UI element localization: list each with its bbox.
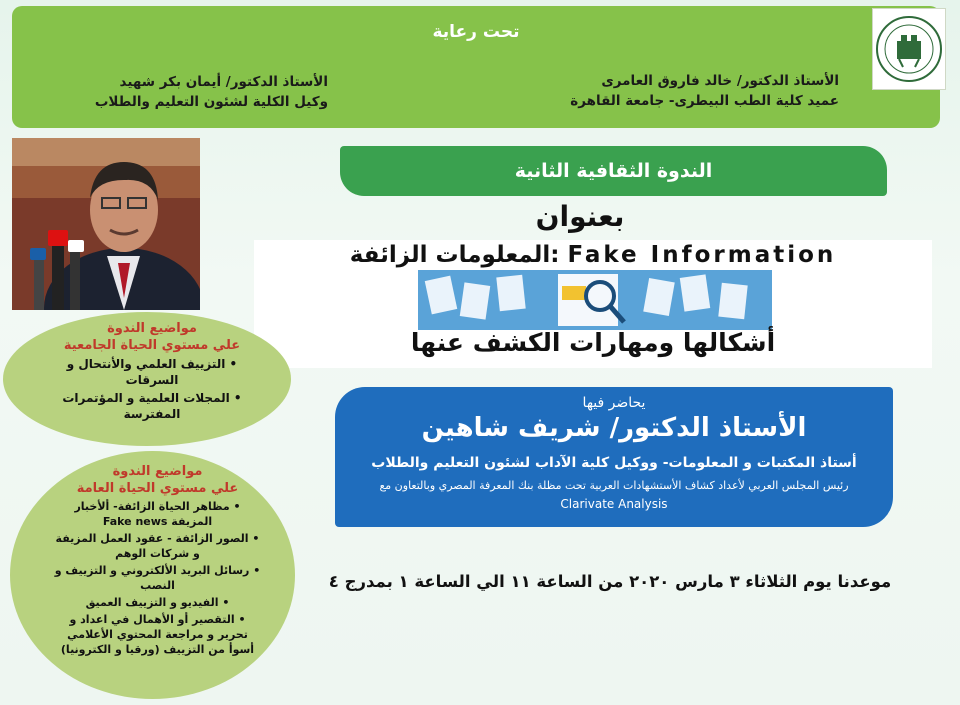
headline-text: المعلومات الزائفة: Fake Information <box>349 242 837 268</box>
speaker-photo <box>12 138 200 310</box>
speaker-partner: Clarivate Analysis <box>560 497 668 511</box>
topics-university-list <box>47 356 257 422</box>
patron-dean-name: الأستاذ الدكتور/ خالد فاروق العامرى <box>601 73 839 89</box>
faculty-logo <box>872 8 946 90</box>
topics-university-title: مواضيع الندوة <box>107 321 197 336</box>
seminar-title: الندوة الثقافية الثانية <box>514 160 713 182</box>
speaker-intro: يحاضر فيها <box>582 395 646 411</box>
patron-vice-dean <box>95 72 328 112</box>
list-item: • الفيديو و التزييف العميق <box>54 595 261 610</box>
speaker-position: أستاذ المكتبات و المعلومات- ووكيل كلية الآداب لشئون التعليم والطلاب <box>371 455 857 471</box>
subheadline-text: أشكالها ومهارات الكشف عنها <box>410 328 776 357</box>
topics-public-title: مواضيع الندوة <box>112 464 203 479</box>
list-item: • التزييف العلمي والأنتحال و السرقات <box>47 356 257 388</box>
list-item: • مظاهر الحياة الزائفة- ألأخبار المزيفة Fake news <box>54 499 261 529</box>
topics-university-ellipse <box>3 312 291 446</box>
list-item: • المجلات العلمية و المؤتمرات المفترسة <box>47 390 257 422</box>
faculty-seal-icon <box>873 9 945 89</box>
topic-headline-box <box>254 240 932 368</box>
patron-dean <box>570 71 839 111</box>
speaker-portrait-icon <box>12 138 200 310</box>
speaker-name: الأستاذ الدكتور/ شريف شاهين <box>421 413 807 443</box>
entitled-label: بعنوان <box>535 200 625 233</box>
documents-magnifier-icon <box>418 270 772 330</box>
topics-university-subtitle: علي مستوي الحياة الجامعية <box>63 338 241 353</box>
topics-public-ellipse <box>10 451 295 699</box>
appointment-text: موعدنا يوم الثلاثاء ٣ مارس ٢٠٢٠ من الساعة ١١ الي الساعة ١ بمدرج ٤ <box>328 572 892 591</box>
patron-vice-dean-name: الأستاذ الدكتور/ أيمان بكر شهيد <box>119 74 328 90</box>
seminar-title-bar <box>340 146 887 196</box>
list-item: • التقصير أو الأهمال في اعداد و تحرير و مراجعة المحتوي الأعلامي أسوأ من التزييف (ورقيا و الكترونيا) <box>54 612 261 657</box>
speaker-presidency: رئيس المجلس العربي لأعداد كشاف الأستشهادات العربية تحت مظلة بنك المعرفة المصري وبالتعاون مع <box>379 479 849 492</box>
under-patronage-label: تحت رعاية <box>432 22 520 42</box>
patron-dean-title: عميد كلية الطب البيطرى- جامعة القاهرة <box>570 93 839 109</box>
list-item: • الصور الزائفة - عقود العمل المزيفة و شركات الوهم <box>54 531 261 561</box>
speaker-box <box>335 387 893 527</box>
list-item: • رسائل البريد الألكتروني و التزييف و النصب <box>54 563 261 593</box>
topics-public-subtitle: علي مستوي الحياة العامة <box>76 481 239 496</box>
topics-public-list <box>54 499 261 657</box>
patron-vice-dean-title: وكيل الكلية لشئون التعليم والطلاب <box>94 94 328 110</box>
